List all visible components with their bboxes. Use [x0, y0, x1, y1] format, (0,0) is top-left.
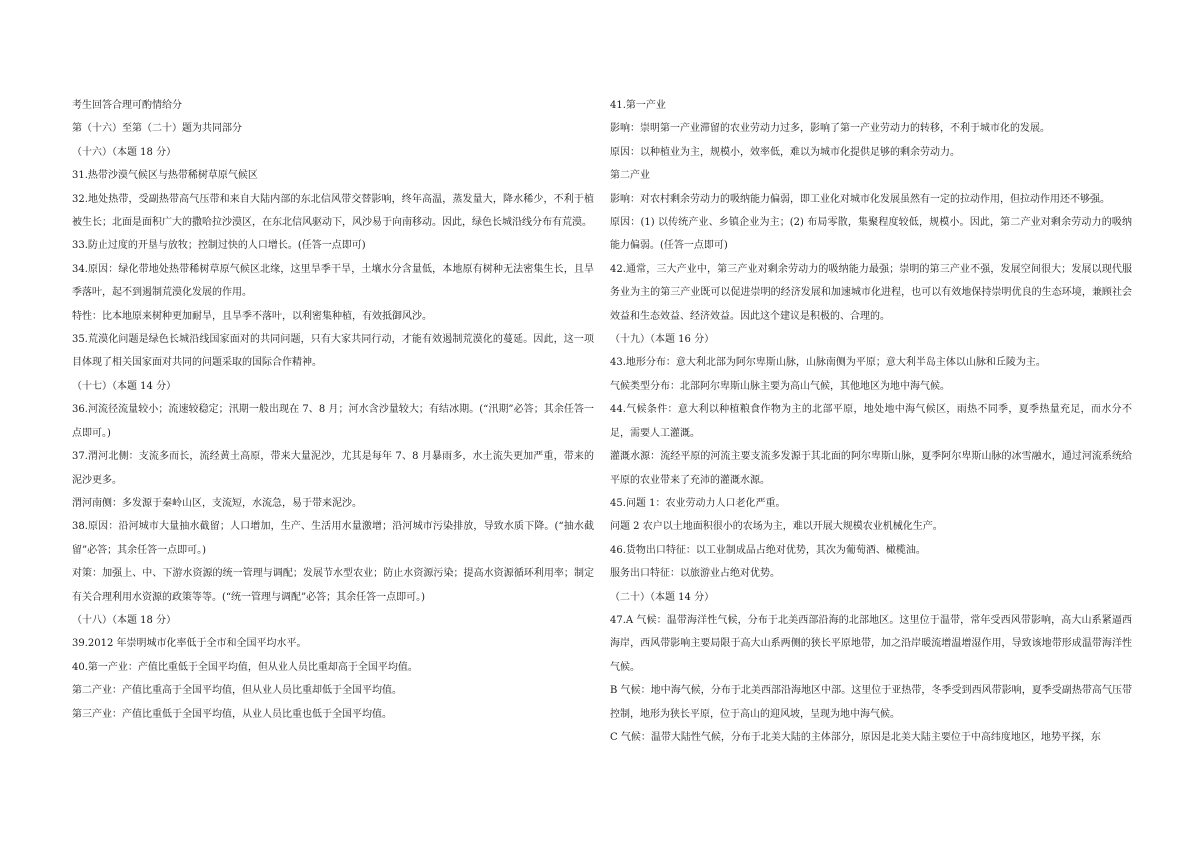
answer-40-primary: 40.第一产业：产值比重低于全国平均值，但从业人员比重却高于全国平均值。 [72, 661, 418, 673]
answer-45-problem-1: 45.问题 1：农业劳动力人口老化严重。 [610, 497, 786, 509]
answer-42: 42.通常，三大产业中，第三产业对剩余劳动力的吸纳能力最强；崇明的第三产业不强，发展空间很大；发展以现代服务业为主的第三产业既可以促进崇明的经济发展和加速城市化进程，也可以有效地保持崇明优良的生态环境，兼顾社会效益和生态效益、经济效益。因此这个建议是积极的、合理的。 [610, 263, 1132, 322]
answer-45-problem-2: 问题 2 农户以土地面积很小的农场为主，难以开展大规模农业机械化生产。 [610, 521, 943, 533]
answer-43-climate: 气候类型分布：北部阿尔卑斯山脉主要为高山气候，其他地区为地中海气候。 [610, 380, 950, 392]
answer-46-goods: 46.货物出口特征：以工业制成品占绝对优势，其次为葡萄酒、橄榄油。 [610, 544, 926, 556]
answer-44-climate: 44.气候条件：意大利以种植粮食作物为主的北部平原，地处地中海气候区，雨热不同季，夏季热量充足，而水分不足，需要人工灌溉。 [610, 404, 1132, 439]
answer-35: 35.荒漠化问题是绿色长城沿线国家面对的共同问题，只有大家共同行动，才能有效遏制荒漠化的蔓延。因此，这一项目体现了相关国家面对共同的问题采取的国际合作精神。 [72, 334, 594, 369]
section-heading: （十六）（本题 18 分） [72, 146, 177, 158]
answer-41-impact: 影响：崇明第一产业滞留的农业劳动力过多，影响了第一产业劳动力的转移，不利于城市化的发展。 [610, 123, 1050, 135]
answer-36: 36.河流径流量较小；流速较稳定；汛期一般出现在 7、8 月；河水含沙量较大；有结冰期。(“汛期”必答；其余任答一点即可。) [72, 404, 594, 439]
answer-41-secondary-impact: 影响：对农村剩余劳动力的吸纳能力偏弱，即工业化对城市化发展虽然有一定的拉动作用，但拉动作用还不够强。 [610, 193, 1110, 205]
answer-31: 31.热带沙漠气候区与热带稀树草原气候区 [72, 170, 258, 182]
answer-47-b: B 气候：地中海气候，分布于北美西部沿海地区中部。这里位于亚热带，冬季受到西风带影响，夏季受副热带高气压带控制，地形为狭长平原，位于高山的迎风坡，呈现为地中海气候。 [610, 685, 1132, 720]
answer-40-secondary: 第二产业：产值比重高于全国平均值，但从业人员比重却低于全国平均值。 [72, 685, 402, 697]
answer-34-trait: 特性：比本地原来树种更加耐旱，且旱季不落叶，以利密集种植，有效抵御风沙。 [72, 310, 432, 322]
answer-33: 33.防止过度的开垦与放牧；控制过快的人口增长。(任答一点即可) [72, 240, 366, 252]
left-column [72, 94, 594, 726]
answer-47-a: 47.A 气候：温带海洋性气候，分布于北美西部沿海的北部地区。这里位于温带，常年受西风带影响，高大山系紧逼西海岸，西风带影响主要局限于高大山系两侧的狭长平原地带，加之沿岸暖流增温增湿作用，导致该地带形成温带海洋性气候。 [610, 614, 1132, 673]
answer-39: 39.2012 年崇明城市化率低于全市和全国平均水平。 [72, 638, 307, 650]
answer-43-terrain: 43.地形分布：意大利北部为阿尔卑斯山脉，山脉南侧为平原；意大利半岛主体以山脉和丘陵为主。 [610, 357, 1046, 369]
answer-40-tertiary: 第三产业：产值比重低于全国平均值，从业人员比重也低于全国平均值。 [72, 708, 392, 720]
answer-37-south: 渭河南侧：多发源于秦岭山区，支流短，水流急，易于带来泥沙。 [72, 497, 362, 509]
answer-38-reason: 38.原因：沿河城市大量抽水截留；人口增加，生产、生活用水量激增；沿河城市污染排放，导致水质下降。(“抽水截留”必答；其余任答一点即可。) [72, 521, 594, 556]
text-line: 考生回答合理可酌情给分 [72, 100, 182, 111]
answer-41-secondary-heading: 第二产业 [610, 170, 650, 182]
right-column [610, 94, 1132, 749]
answer-32: 32.地处热带，受副热带高气压带和来自大陆内部的东北信风带交替影响，终年高温，蒸发量大，降水稀少，不利于植被生长；北面是面积广大的撒哈拉沙漠区，在东北信风驱动下，风沙易于向南移动。因此，绿色长城沿线分布有荒漠。 [72, 193, 594, 229]
section-heading: （二十）（本题 14 分） [610, 591, 715, 603]
answer-41-secondary-reason: 原因：(1) 以传统产业、乡镇企业为主；(2) 布局零散，集聚程度较低，规模小。因此，第二产业对剩余劳动力的吸纳能力偏弱。(任答一点即可) [610, 217, 1132, 252]
section-heading: （十八）（本题 18 分） [72, 614, 177, 626]
answer-46-services: 服务出口特征：以旅游业占绝对优势。 [610, 568, 780, 580]
text-line: 第（十六）至第（二十）题为共同部分 [72, 123, 242, 135]
answer-47-c: C 气候：温带大陆性气候，分布于北美大陆的主体部分，原因是北美大陆主要位于中高纬度地区，地势平探，东 [610, 731, 1101, 743]
section-heading: （十七）（本题 14 分） [72, 380, 177, 392]
answer-41-heading: 41.第一产业 [610, 100, 666, 111]
section-heading: （十九）（本题 16 分） [610, 334, 715, 346]
answer-37-north: 37.渭河北侧：支流多而长，流经黄土高原，带来大量泥沙，尤其是每年 7、8 月暴雨多，水土流失更加严重，带来的泥沙更多。 [72, 451, 594, 486]
answer-38-measure: 对策：加强上、中、下游水资源的统一管理与调配；发展节水型农业；防止水资源污染；提高水资源循环利用率；制定有关合理利用水资源的政策等等。(“统一管理与调配”必答；其余任答一点即可。) [72, 568, 594, 603]
answer-41-reason: 原因：以种植业为主，规模小，效率低，难以为城市化提供足够的剩余劳动力。 [610, 146, 960, 158]
answer-44-water: 灌溉水源：流经平原的河流主要支流多发源于其北面的阿尔卑斯山脉，夏季阿尔卑斯山脉的冰雪融水，通过河流系统给平原的农业带来了充沛的灌溉水源。 [610, 451, 1132, 486]
answer-34-reason: 34.原因：绿化带地处热带稀树草原气候区北缘，这里旱季干旱，土壤水分含量低，本地原有树种无法密集生长，且旱季落叶，起不到遏制荒漠化发展的作用。 [72, 263, 594, 299]
